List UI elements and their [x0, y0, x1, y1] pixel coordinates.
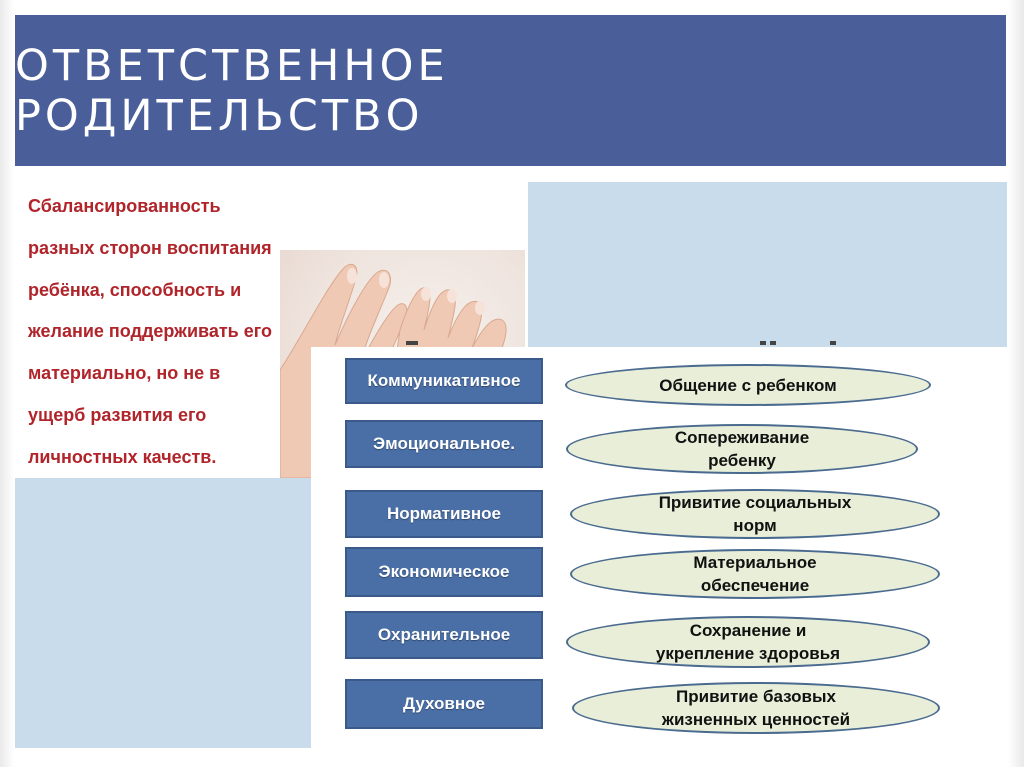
title-band: [15, 15, 1006, 166]
result-ellipse: Материальное обеспечение: [570, 549, 940, 599]
function-box: Коммуникативное: [345, 358, 543, 404]
result-ellipse: Сохранение и укрепление здоровья: [566, 616, 930, 668]
intro-definition-text: Сбалансированность разных сторон воспитания ребёнка, способность и желание поддерживать его материально, но не в ущерб развития его личностных качеств.: [28, 196, 272, 467]
background-panel-right: [528, 182, 1007, 350]
function-box: Экономическое: [345, 547, 543, 597]
result-ellipse: Привитие социальных норм: [570, 489, 940, 539]
result-ellipse: Сопереживание ребенку: [566, 424, 918, 474]
diagram-top-edge: [400, 337, 850, 347]
slide-title: ОТВЕТСТВЕННОЕ РОДИТЕЛЬСТВО: [15, 40, 449, 141]
result-ellipse: Привитие базовых жизненных ценностей: [572, 682, 940, 734]
result-ellipse: Общение с ребенком: [565, 364, 931, 406]
background-panel-left: [15, 478, 311, 748]
function-box: Эмоциональное.: [345, 420, 543, 468]
function-box: Охранительное: [345, 611, 543, 659]
function-box: Духовное: [345, 679, 543, 729]
function-box: Нормативное: [345, 490, 543, 538]
